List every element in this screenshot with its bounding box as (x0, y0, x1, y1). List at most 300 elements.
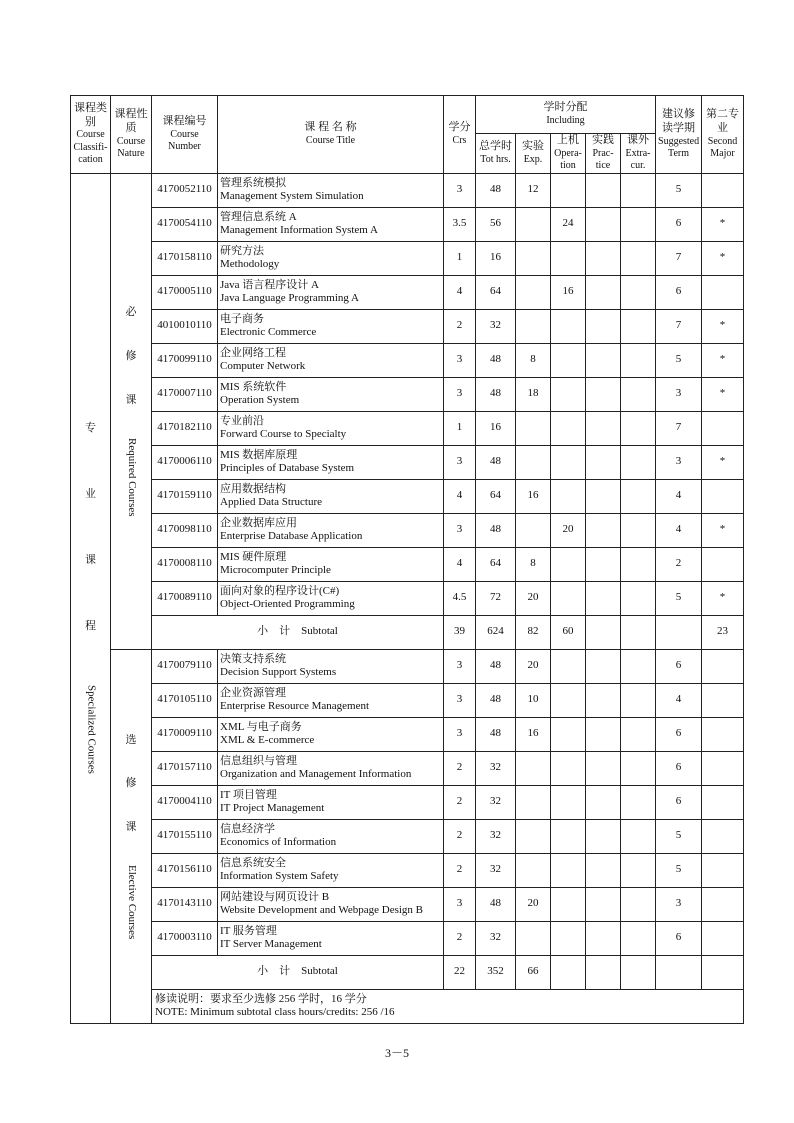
course-title-en: Economics of Information (220, 836, 337, 849)
course-tot: 48 (476, 377, 516, 411)
course-term: 5 (656, 343, 702, 377)
course-title-zh: 应用数据结构 (220, 482, 286, 495)
course-extra (621, 921, 656, 955)
course-op (551, 173, 586, 207)
course-second (702, 921, 744, 955)
vertical-char: 课 (125, 393, 137, 406)
course-title-en: Management System Simulation (220, 190, 364, 203)
subtotal-extra (621, 615, 656, 649)
course-row (71, 445, 744, 479)
course-tot: 64 (476, 275, 516, 309)
course-title-zh: 研究方法 (220, 244, 264, 257)
course-extra (621, 649, 656, 683)
course-row (71, 785, 744, 819)
course-term: 6 (656, 751, 702, 785)
course-extra (621, 173, 656, 207)
course-second: * (702, 343, 744, 377)
course-exp: 18 (516, 377, 551, 411)
elective-nature-cell (111, 649, 152, 1023)
course-row (71, 309, 744, 343)
course-op: 20 (551, 513, 586, 547)
course-number: 4170089110 (152, 581, 218, 615)
subtotal-label: 小 计 Subtotal (152, 955, 444, 989)
course-prac (586, 377, 621, 411)
course-tot: 48 (476, 887, 516, 921)
course-op (551, 547, 586, 581)
course-exp (516, 411, 551, 445)
course-exp (516, 785, 551, 819)
course-number: 4170099110 (152, 343, 218, 377)
course-exp (516, 445, 551, 479)
course-op (551, 717, 586, 751)
course-term: 7 (656, 241, 702, 275)
course-extra (621, 309, 656, 343)
course-prac (586, 581, 621, 615)
course-term: 6 (656, 649, 702, 683)
course-number: 4170079110 (152, 649, 218, 683)
course-term: 6 (656, 275, 702, 309)
course-table (70, 95, 744, 1024)
course-title (218, 241, 444, 275)
course-extra (621, 275, 656, 309)
subtotal-prac (586, 615, 621, 649)
course-term: 3 (656, 445, 702, 479)
course-number: 4170009110 (152, 717, 218, 751)
course-row (71, 173, 744, 207)
course-row (71, 343, 744, 377)
subtotal-exp: 66 (516, 955, 551, 989)
course-crs: 3 (444, 887, 476, 921)
course-title (218, 479, 444, 513)
subtotal-tot: 352 (476, 955, 516, 989)
course-exp (516, 751, 551, 785)
course-title-en: Computer Network (220, 360, 306, 373)
course-number: 4170004110 (152, 785, 218, 819)
course-exp (516, 207, 551, 241)
course-term: 5 (656, 173, 702, 207)
course-title-zh: IT 项目管理 (220, 788, 277, 801)
course-title-en: Java Language Programming A (220, 292, 359, 305)
course-prac (586, 173, 621, 207)
subtotal-row (71, 955, 744, 989)
vertical-char: 修 (125, 777, 137, 790)
course-crs: 4 (444, 547, 476, 581)
course-op (551, 819, 586, 853)
subtotal-tot: 624 (476, 615, 516, 649)
course-second: * (702, 377, 744, 411)
course-number: 4170098110 (152, 513, 218, 547)
course-number: 4170159110 (152, 479, 218, 513)
page-number: 3－5 (384, 1046, 409, 1060)
course-tot: 64 (476, 479, 516, 513)
course-prac (586, 275, 621, 309)
vertical-char: 修 (125, 350, 137, 363)
subtotal-second (702, 955, 744, 989)
course-term: 4 (656, 513, 702, 547)
course-term: 6 (656, 921, 702, 955)
course-extra (621, 887, 656, 921)
course-title (218, 887, 444, 921)
course-extra (621, 853, 656, 887)
vertical-char: 课 (125, 821, 137, 833)
course-title-en: Object-Oriented Programming (220, 598, 355, 611)
course-op (551, 343, 586, 377)
course-title (218, 921, 444, 955)
course-prac (586, 479, 621, 513)
course-term: 6 (656, 207, 702, 241)
course-number: 4170155110 (152, 819, 218, 853)
header-number: 课程编号 Course Number (152, 96, 218, 174)
course-tot: 48 (476, 343, 516, 377)
note-row (71, 989, 744, 1023)
course-row (71, 921, 744, 955)
course-crs: 1 (444, 411, 476, 445)
subtotal-crs: 22 (444, 955, 476, 989)
course-second (702, 479, 744, 513)
course-op: 16 (551, 275, 586, 309)
course-extra (621, 479, 656, 513)
course-title-en: Organization and Management Information (220, 768, 412, 781)
course-prac (586, 207, 621, 241)
course-extra (621, 785, 656, 819)
course-op (551, 309, 586, 343)
course-title-zh: 管理系统模拟 (220, 176, 286, 189)
vertical-label: Specialized Courses (85, 685, 98, 775)
course-row (71, 547, 744, 581)
course-second (702, 751, 744, 785)
course-extra (621, 819, 656, 853)
course-row (71, 411, 744, 445)
vertical-label: Required Courses (125, 437, 138, 517)
course-second: * (702, 241, 744, 275)
header-nature: 课程性质 Course Nature (111, 96, 152, 174)
course-title (218, 377, 444, 411)
course-crs: 3.5 (444, 207, 476, 241)
course-row (71, 887, 744, 921)
course-exp: 10 (516, 683, 551, 717)
header-extra: 课外 Extra-cur. (621, 134, 656, 174)
course-number: 4010010110 (152, 309, 218, 343)
course-term: 6 (656, 785, 702, 819)
course-exp: 8 (516, 343, 551, 377)
course-exp: 12 (516, 173, 551, 207)
header-classification: 课程类别 Course Classifi-cation (71, 96, 111, 174)
course-title-zh: IT 服务管理 (220, 924, 277, 937)
course-title-en: Management Information System A (220, 224, 378, 237)
course-number: 4170182110 (152, 411, 218, 445)
course-title (218, 547, 444, 581)
course-number: 4170007110 (152, 377, 218, 411)
course-title-zh: 专业前沿 (220, 414, 264, 427)
header-hours: 学时分配 Including (476, 96, 656, 134)
course-row (71, 683, 744, 717)
header-title: 课 程 名 称 Course Title (218, 96, 444, 174)
course-prac (586, 547, 621, 581)
course-extra (621, 683, 656, 717)
course-title-zh: 决策支持系统 (220, 652, 286, 665)
course-crs: 3 (444, 445, 476, 479)
subtotal-op (551, 955, 586, 989)
subtotal-prac (586, 955, 621, 989)
course-op (551, 751, 586, 785)
course-op (551, 887, 586, 921)
header-term: 建议修读学期 Suggested Term (656, 96, 702, 174)
course-extra (621, 581, 656, 615)
course-extra (621, 547, 656, 581)
header-row (71, 96, 744, 134)
course-term: 5 (656, 581, 702, 615)
classification-cell (71, 173, 111, 1023)
course-exp: 8 (516, 547, 551, 581)
course-op (551, 785, 586, 819)
course-title (218, 343, 444, 377)
course-second: * (702, 207, 744, 241)
course-crs: 3 (444, 683, 476, 717)
course-tot: 56 (476, 207, 516, 241)
course-prac (586, 411, 621, 445)
course-title-en: Decision Support Systems (220, 666, 337, 679)
course-row (71, 241, 744, 275)
course-tot: 32 (476, 751, 516, 785)
course-tot: 16 (476, 411, 516, 445)
course-term: 6 (656, 717, 702, 751)
required-nature-cell (111, 173, 152, 649)
course-number: 4170156110 (152, 853, 218, 887)
course-prac (586, 751, 621, 785)
subtotal-op: 60 (551, 615, 586, 649)
header-second-major: 第二专业 Second Major (702, 96, 744, 174)
course-exp: 20 (516, 649, 551, 683)
course-title (218, 683, 444, 717)
course-tot: 32 (476, 309, 516, 343)
course-prac (586, 241, 621, 275)
course-title (218, 445, 444, 479)
course-title-zh: 企业资源管理 (220, 686, 286, 699)
course-term: 4 (656, 479, 702, 513)
course-title-zh: MIS 系统软件 (220, 380, 287, 393)
note-zh: 修读说明：要求至少选修 256 学时，16 学分 (155, 992, 367, 1005)
course-op (551, 445, 586, 479)
course-crs: 4 (444, 275, 476, 309)
course-term: 7 (656, 411, 702, 445)
course-exp (516, 921, 551, 955)
course-row (71, 479, 744, 513)
course-tot: 64 (476, 547, 516, 581)
course-op (551, 241, 586, 275)
course-row (71, 717, 744, 751)
course-title-en: Forward Course to Specialty (220, 428, 347, 441)
course-crs: 3 (444, 343, 476, 377)
course-second (702, 547, 744, 581)
course-title-zh: 面向对象的程序设计(C#) (220, 584, 340, 597)
course-row (71, 581, 744, 615)
course-row (71, 649, 744, 683)
course-op (551, 853, 586, 887)
course-tot: 48 (476, 683, 516, 717)
course-row (71, 819, 744, 853)
course-crs: 2 (444, 921, 476, 955)
course-prac (586, 309, 621, 343)
course-title (218, 173, 444, 207)
course-tot: 48 (476, 513, 516, 547)
course-crs: 2 (444, 785, 476, 819)
course-prac (586, 785, 621, 819)
course-prac (586, 649, 621, 683)
course-title-zh: 电子商务 (220, 312, 264, 325)
elective-note (152, 989, 744, 1023)
course-exp (516, 513, 551, 547)
course-op (551, 649, 586, 683)
course-title (218, 649, 444, 683)
course-row (71, 377, 744, 411)
course-crs: 4 (444, 479, 476, 513)
course-second (702, 819, 744, 853)
course-tot: 48 (476, 649, 516, 683)
course-crs: 1 (444, 241, 476, 275)
course-tot: 32 (476, 819, 516, 853)
course-title-en: Information System Safety (220, 870, 339, 883)
course-title (218, 717, 444, 751)
course-title-en: Enterprise Resource Management (220, 700, 370, 713)
course-term: 4 (656, 683, 702, 717)
course-tot: 16 (476, 241, 516, 275)
course-title-en: Operation System (220, 394, 300, 407)
course-second: * (702, 581, 744, 615)
course-crs: 2 (444, 751, 476, 785)
course-title-zh: MIS 硬件原理 (220, 550, 287, 563)
course-prac (586, 683, 621, 717)
course-crs: 3 (444, 173, 476, 207)
course-term: 2 (656, 547, 702, 581)
course-number: 4170005110 (152, 275, 218, 309)
course-tot: 48 (476, 717, 516, 751)
course-op (551, 377, 586, 411)
course-title (218, 751, 444, 785)
vertical-char: 选 (125, 733, 137, 746)
course-second: * (702, 309, 744, 343)
course-op (551, 921, 586, 955)
course-crs: 2 (444, 819, 476, 853)
course-title-en: Electronic Commerce (220, 326, 317, 339)
course-second: * (702, 513, 744, 547)
course-second (702, 173, 744, 207)
course-title (218, 819, 444, 853)
course-number: 4170158110 (152, 241, 218, 275)
course-title-en: Website Development and Webpage Design B (220, 904, 424, 917)
course-prac (586, 887, 621, 921)
header-exp: 实验 Exp. (516, 134, 551, 174)
course-number: 4170008110 (152, 547, 218, 581)
course-exp (516, 241, 551, 275)
course-extra (621, 343, 656, 377)
course-title-zh: MIS 数据库原理 (220, 448, 298, 461)
course-exp (516, 853, 551, 887)
course-number: 4170052110 (152, 173, 218, 207)
course-tot: 48 (476, 445, 516, 479)
course-extra (621, 241, 656, 275)
course-tot: 32 (476, 921, 516, 955)
course-title-zh: 信息经济学 (220, 822, 275, 835)
course-row (71, 751, 744, 785)
course-prac (586, 513, 621, 547)
course-second (702, 275, 744, 309)
course-title-zh: XML 与电子商务 (220, 720, 302, 733)
course-number: 4170054110 (152, 207, 218, 241)
course-prac (586, 921, 621, 955)
subtotal-term (656, 955, 702, 989)
course-prac (586, 819, 621, 853)
vertical-char: 课 (85, 553, 96, 566)
vertical-label: Elective Courses (125, 864, 138, 939)
course-crs: 4.5 (444, 581, 476, 615)
course-second (702, 683, 744, 717)
course-title-zh: 企业网络工程 (220, 346, 286, 359)
course-title (218, 853, 444, 887)
course-term: 3 (656, 377, 702, 411)
subtotal-exp: 82 (516, 615, 551, 649)
course-title-en: XML & E-commerce (220, 734, 315, 747)
header-practice: 实践 Prac-tice (586, 134, 621, 174)
course-row (71, 207, 744, 241)
course-row (71, 275, 744, 309)
course-op: 24 (551, 207, 586, 241)
course-crs: 3 (444, 649, 476, 683)
subtotal-term (656, 615, 702, 649)
course-extra (621, 411, 656, 445)
course-title-en: Methodology (220, 258, 280, 271)
course-crs: 3 (444, 513, 476, 547)
course-op (551, 411, 586, 445)
course-prac (586, 717, 621, 751)
course-title-zh: 管理信息系统 A (220, 210, 297, 223)
course-title-zh: 企业数据库应用 (220, 516, 297, 529)
course-second (702, 649, 744, 683)
course-term: 5 (656, 853, 702, 887)
course-title-en: Applied Data Structure (220, 496, 323, 509)
course-tot: 48 (476, 173, 516, 207)
course-term: 5 (656, 819, 702, 853)
course-term: 3 (656, 887, 702, 921)
course-exp: 20 (516, 581, 551, 615)
course-title-zh: Java 语言程序设计 A (220, 278, 319, 291)
subtotal-crs: 39 (444, 615, 476, 649)
course-title-en: Principles of Database System (220, 462, 355, 475)
subtotal-row (71, 615, 744, 649)
course-crs: 2 (444, 309, 476, 343)
course-extra (621, 377, 656, 411)
course-exp (516, 275, 551, 309)
course-second: * (702, 445, 744, 479)
course-number: 4170105110 (152, 683, 218, 717)
subtotal-label: 小 计 Subtotal (152, 615, 444, 649)
note-en: NOTE: Minimum subtotal class hours/credits: 256 /16 (155, 1006, 395, 1019)
course-op (551, 479, 586, 513)
vertical-char: 业 (85, 488, 96, 501)
course-extra (621, 445, 656, 479)
course-extra (621, 717, 656, 751)
course-exp (516, 819, 551, 853)
course-tot: 32 (476, 853, 516, 887)
vertical-char: 专 (85, 422, 96, 435)
course-crs: 3 (444, 377, 476, 411)
course-crs: 2 (444, 853, 476, 887)
course-number: 4170157110 (152, 751, 218, 785)
subtotal-extra (621, 955, 656, 989)
course-title-en: Enterprise Database Application (220, 530, 363, 543)
course-second (702, 411, 744, 445)
course-exp: 20 (516, 887, 551, 921)
course-exp: 16 (516, 479, 551, 513)
